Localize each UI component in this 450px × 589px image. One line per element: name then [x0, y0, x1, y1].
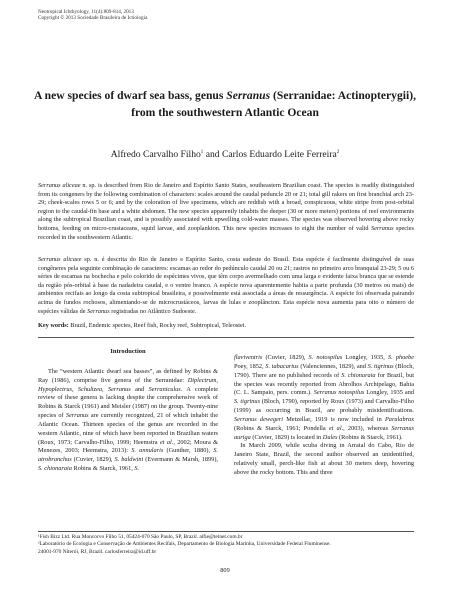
- abstract-portuguese: Serranus alicaee sp. n. é descrita do Rio de Janeiro e Espírito Santo, costa sudeste do Brasil. Esta espécie é facilmente distinguível de suas congêneres pela seguinte combinação de caracteres: escamas ao redor do pedúnculo caudal 20 ou 21; rastros no primeiro arco branquial 23-29; 5 ou 6 séries de escamas na bochecha e pelo colorido de espécimes vivos, que têm corpo avermelhado com uma larga e evidente faixa branca que se estende da região pós-orbital à base da nadadeira caudal, e o ventre branco. A espécie nova aparentemente habita a parte profunda (30 metros ou mais) de ambientes recifais ao longo da costa subtropical brasileira, e possivelmente está associada a áreas de ressurgência. A espécie foi observada pairando acima de fundos rochosos, alimentando-se de microcrustáceos, larvas de lulas e zooplâncton. Esta espécie nova aumenta para oito o número de espécies válidas de Serranus registradas no Atlântico Sudoeste.: [38, 256, 415, 315]
- text-run: ., 2002; Moura & Menezes, 2003; Heemstra, 2013):: [38, 438, 218, 455]
- text-run: ,: [216, 376, 218, 384]
- article-title: A new species of dwarf sea bass, genus Serranus (Serranidae: Actinopterygii), from the southwestern Atlantic Ocean: [34, 89, 416, 119]
- keywords-text: Brazil, Endemic species, Reef fish, Rocky reef, Subtropical, Teleostei.: [68, 322, 247, 329]
- italic-term: Serraniculus: [148, 385, 181, 393]
- title-genus: Serranus: [226, 89, 271, 102]
- text-run: (Robins & Starck, 1961; Pondella: [234, 424, 329, 432]
- text-run: Longley, 1935,: [342, 354, 388, 361]
- journal-citation: Neotropical Ichthyology, 11(4):809-814, 2013: [38, 9, 134, 15]
- abstract-english: Serranus aliceae n. sp. is described from Rio de Janeiro and Espírito Santo States, southeastern Brazilian coast. The species is readily distinguished from its congeners by the following combination of characters: scales around the caudal peduncle 20 or 21; total gill rakers on first branchial arch 23-29; cheek-scales rows 5 or 6; and by the coloration of live specimens, which are reddish with a broad, conspicuous, white stripe from post-orbital region to the caudal-fin base and a white abdomen. The new species apparently inhabits the deeper (30 or more meters) portions of reef environments along the subtropical Brazilian coast, and is possibly associated with upwelling cold-water masses. The species was observed hovering above rocky bottoms, feeding on micro-crustaceans, squid larvae, and zooplankton. This new species increases to eight the number of valid Serranus species recorded in the southwestern Atlantic.: [38, 182, 414, 241]
- italic-term: Dules: [322, 433, 338, 441]
- text-run: (Valenciennes, 1829), and: [298, 362, 368, 370]
- text-run: Robins & Starck, 1961,: [71, 465, 135, 473]
- italic-term: S. chionaraia: [38, 465, 72, 473]
- footnote-divider: [38, 531, 414, 532]
- italic-term: flaviventris: [234, 354, 263, 361]
- text-run: . A complete review of these genera is lacking despite the comprehensive work of Robins & Starck (1961) and Meisler (1987) on the group. Twenty-nine species of: [38, 385, 219, 420]
- keywords-label: Key words:: [38, 322, 69, 329]
- italic-term: Schultzea: [77, 385, 103, 393]
- italic-term: Serranus auriga: [234, 424, 414, 441]
- author-list: Alfredo Carvalho Filho$^1$ and Carlos Eduardo Leite Ferreira$^2$: [110, 149, 340, 160]
- footnote-1: ¹Fish Bizz Ltd. Rua Moncorvo Filho 51, 05424-070 São Paulo, SP, Brazil. alfie@telnet.com.br: [38, 534, 243, 540]
- text-run: Longley, 1935 and: [364, 389, 415, 397]
- introduction-heading: Introduction: [110, 348, 146, 355]
- footnote-2: ²Laboratório de Ecologia e Conservação de Ambientes Recifais, Departamento de Biologia Marinha, Universidade Federal Fluminense.: [38, 541, 331, 548]
- italic-term: S. phoebe: [387, 354, 414, 361]
- keywords: [38, 322, 414, 329]
- italic-term: et al: [328, 424, 342, 432]
- journal-header: [38, 9, 147, 22]
- text-run: ,: [71, 385, 78, 393]
- copyright-line: Copyright © 2013 Sociedade Brasileira de Ictiologia: [38, 15, 148, 22]
- introduction-paragraph-continued: [234, 354, 414, 478]
- author-1: Alfredo Carvalho Filho: [110, 149, 201, 160]
- text-run: (Bloch, 1790), reported by Roux (1973) and Carvalho-Filho (1999) as occurring in Brazil, are probably misidentifications.: [234, 398, 414, 415]
- page-number: 809: [220, 567, 230, 574]
- italic-term: S. tabacarius: [265, 362, 299, 370]
- body-column-right: [234, 354, 414, 478]
- italic-term: Serranus: [107, 385, 131, 393]
- italic-term: Serranus dewegeri: [234, 415, 284, 423]
- section-divider: [38, 337, 414, 338]
- text-run: for Brazil, but the species was recently reported from Abrolhos Archipelago, Bahia (C. L. Sampaio, pers. comm.).: [234, 371, 414, 397]
- italic-term: S. tigrinus: [234, 398, 261, 406]
- italic-term: S. chionaraia: [341, 371, 376, 379]
- text-run: (Cuvier, 1829),: [71, 456, 115, 464]
- footnote-2-continued: 24001-970 Niterói, RJ, Brazil. carlosferreira@id.uff.br: [38, 548, 157, 555]
- italic-term: Serranus notospilus: [313, 389, 365, 397]
- author-2: Carlos Eduardo Leite Ferreira: [221, 149, 337, 160]
- text-run: (Bloch, 1790). There are no published records of: [234, 362, 415, 379]
- italic-term: S. atrobranchus: [38, 447, 218, 464]
- text-run: In March 2009, while scuba diving in Arraial do Cabo, Rio de Janeiro State, Brazil, the second author observed an unidentified, relatively small, perch-like fish at about 30 meters deep, hovering above the rocky bottom. This and three: [234, 442, 414, 476]
- italic-term: S. tigrinus: [367, 362, 394, 370]
- author-2-affiliation: 2: [336, 150, 340, 155]
- italic-term: Serranus: [65, 412, 89, 420]
- italic-term: S. baldwini: [114, 456, 144, 464]
- text-run: The “western Atlantic dwarf sea basses”, as defined by Robins & Ray (1986), comprise five genera of the Serranidae:: [38, 367, 218, 384]
- italic-term: S.: [134, 465, 140, 473]
- italic-term: S. notospilus: [308, 354, 343, 361]
- text-run: (Evermann & Marsh, 1899),: [143, 456, 218, 464]
- text-run: Poey, 1852,: [234, 362, 266, 370]
- text-run: are currently recognized, 21 of which inhabit the Atlantic Ocean. Thirteen species of the genus are recorded in the western Atlantic, nine of which have been reported in Brazilian waters (Roux, 1973; Carvalho-Filho, 1999; Heemstra: [38, 412, 218, 446]
- text-run: (Cuvier, 1829),: [262, 354, 309, 361]
- text-run: (Robins & Starck, 1961).: [337, 433, 403, 441]
- italic-term: Paralabrax: [384, 415, 414, 423]
- text-run: and: [130, 385, 149, 393]
- text-run: (Gunther, 1880),: [163, 447, 214, 455]
- italic-term: Diplectrum: [187, 376, 217, 384]
- body-column-left: [38, 348, 218, 474]
- author-1-affiliation: 1: [200, 150, 204, 155]
- footnotes: [38, 534, 414, 556]
- text-run: Metzellar, 1919 is now included in: [283, 415, 385, 423]
- text-run: (Cuvier, 1829) is located in: [250, 433, 323, 441]
- text-run: ., 2003), whereas: [341, 424, 392, 432]
- italic-term: S. annularis: [131, 447, 164, 455]
- introduction-paragraph-1: [38, 368, 218, 474]
- text-run: ,: [102, 385, 108, 393]
- italic-term: Hypoplectrus: [38, 385, 72, 393]
- italic-term: et al: [159, 438, 172, 446]
